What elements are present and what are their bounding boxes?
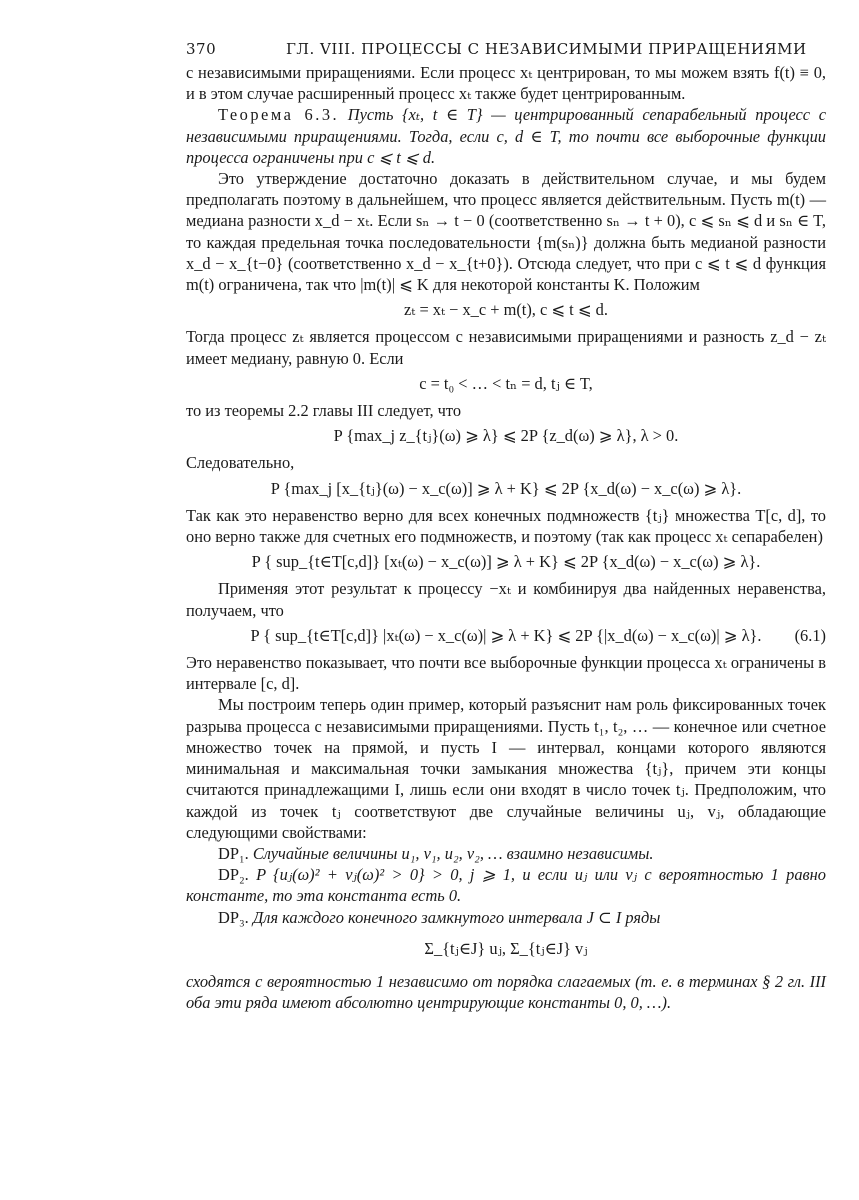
property-dp1 [186, 843, 826, 864]
equation: P { sup_{t∈T[c,d]} [xₜ(ω) − x_c(ω)] ⩾ λ + K} ⩽ 2P {x_d(ω) − x_c(ω) ⩾ λ}. [251, 552, 761, 572]
equation: P {max_j z_{tⱼ}(ω) ⩾ λ} ⩽ 2P {z_d(ω) ⩾ λ}, λ > 0. [333, 426, 679, 446]
theorem-6-3 [186, 104, 826, 168]
paragraph: Это утверждение достаточно доказать в действительном случае, и мы будем предполагать поэтому в дальнейшем, что процесс является действительным. Пусть m(t) — медиана разности x_d − xₜ. Если sₙ → t − 0 (соответственно sₙ → t + 0), c ⩽ sₙ ⩽ d и sₙ ∈ T, то каждая предельная точка последовательности {m(sₙ)} должна быть медианой разности x_d − x_{t−0} (соответственно x_d − x_{t+0}). Отсюда следует, что при c ⩽ t ⩽ d функция m(t) ограничена, так что |m(t)| ⩽ K для некоторой константы K. Положим [186, 169, 826, 295]
equation-sums: Σ_{tⱼ∈J} uⱼ, Σ_{tⱼ∈J} vⱼ [424, 938, 588, 958]
equation-body: P { sup_{t∈T[c,d]} |xₜ(ω) − x_c(ω)| ⩾ λ + K} ⩽ 2P {|x_d(ω) − x_c(ω)| ⩾ λ}. [250, 625, 762, 645]
paragraph: Тогда процесс zₜ является процессом с независимыми приращениями и разность z_d − zₜ имеет медиану, равную 0. Если [186, 327, 826, 368]
page-number: 370 [186, 40, 217, 58]
property-dp3 [186, 907, 826, 928]
paragraph: сходятся с вероятностью 1 независимо от порядка слагаемых (т. е. в терминах § 2 гл. III оба эти ряда имеют абсолютно центрирующие константы 0, 0, …). [186, 971, 826, 1013]
theorem-label: Теорема 6.3. [218, 105, 340, 125]
paragraph: Следовательно, [186, 453, 295, 473]
property-label: DP₁. [218, 843, 249, 863]
paragraph: Мы построим теперь один пример, который разъяснит нам роль фиксированных точек разрыва процесса с независимыми приращениями. Пусть t₁, t₂, … — конечное или счетное множество точек на прямой, и пусть I — интервал, концами которого являются минимальная и максимальная точки замыкания множества {tⱼ}, причем эти концы считаются принадлежащими I, лишь если они входят в число точек tⱼ. Предположим, что каждой из точек tⱼ соответствуют две случайные величины uⱼ, vⱼ, обладающие следующими свойствами: [186, 695, 826, 842]
paragraph: Применяя этот результат к процессу −xₜ и комбинируя два найденных неравенства, получаем, что [186, 579, 826, 620]
equation: zₜ = xₜ − x_c + m(t), c ⩽ t ⩽ d. [404, 300, 608, 320]
theorem-text: Пусть {xₜ, t ∈ T} — центрированный сепарабельный процесс с независимыми приращениями. Тогда, если c, d ∈ T, то почти все выборочные функции процесса ограничены при c ⩽ t ⩽ d. [186, 105, 826, 167]
property-text: Для каждого конечного замкнутого интервала J ⊂ I ряды [252, 907, 661, 927]
paragraph: то из теоремы 2.2 главы III следует, что [186, 401, 462, 421]
equation-number: (6.1) [794, 625, 826, 645]
page-body [186, 62, 826, 1013]
property-label: DP₃. [218, 907, 249, 927]
property-label: DP₂. [218, 865, 249, 885]
paragraph: Это неравенство показывает, что почти все выборочные функции процесса xₜ ограничены в интервале [c, d]. [186, 653, 826, 694]
paragraph: с независимыми приращениями. Если процесс xₜ центрирован, то мы можем взять f(t) ≡ 0, и в этом случае расширенный процесс xₜ также будет центрированным. [186, 63, 826, 104]
property-text: Случайные величины u₁, v₁, u₂, v₂, … взаимно независимы. [252, 843, 654, 863]
property-dp2 [186, 864, 826, 906]
equation-6-1 [186, 625, 826, 646]
running-title: ГЛ. VIII. ПРОЦЕССЫ С НЕЗАВИСИМЫМИ ПРИРАЩЕНИЯМИ [286, 40, 807, 58]
equation: c = t₀ < … < tₙ = d, tⱼ ∈ T, [419, 373, 593, 393]
equation: P {max_j [x_{tⱼ}(ω) − x_c(ω)] ⩾ λ + K} ⩽ 2P {x_d(ω) − x_c(ω) ⩾ λ}. [270, 478, 742, 498]
paragraph: Так как это неравенство верно для всех конечных подмножеств {tⱼ} множества T[c, d], то оно верно также для счетных его подмножеств, и поэтому (так как процесс xₜ сепарабелен) [186, 505, 826, 547]
property-text: P {uⱼ(ω)² + vⱼ(ω)² > 0} > 0, j ⩾ 1, и если uⱼ или vⱼ с вероятностью 1 равно константе, то эта константа есть 0. [186, 865, 826, 906]
